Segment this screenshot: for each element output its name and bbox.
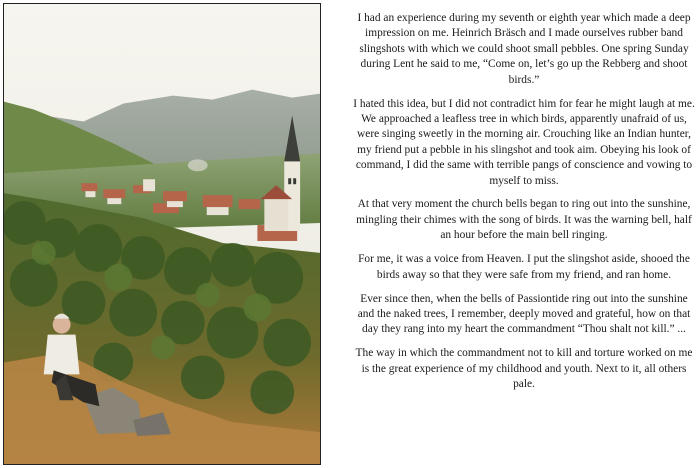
paragraph-3: At that very moment the church bells began to ring out into the sunshine, mingling their chimes with the song of birds. It was the warning bell, half an hour before the main bell ringing. [356, 198, 692, 242]
paragraph-6: The way in which the commandment not to kill and torture worked on me is the great experience of my childhood and youth. Next to it, all others pale. [355, 347, 693, 391]
memoir-text [352, 11, 696, 401]
paragraph-5: Ever since then, when the bells of Passiontide ring out into the sunshine and the naked trees, I remember, deeply moved and grateful, how on that day they rang into my heart the commandment “Thou shalt not kill.” ... [357, 292, 691, 336]
village-photo [3, 3, 321, 465]
paragraph-4: For me, it was a voice from Heaven. I put the slingshot aside, shooed the birds away so that they were safe from my friend, and ran home. [358, 253, 690, 281]
village-landscape-image [4, 4, 320, 464]
paragraph-2: I hated this idea, but I did not contradict him for fear he might laugh at me. We approached a leafless tree in which birds, apparently unafraid of us, were singing sweetly in the morning air. Crouching like an Indian hunter, my friend put a pebble in his slingshot and took aim. Obeying his look of command, I did the same with terrible pangs of conscience and vowing to myself to miss. [353, 97, 695, 187]
paragraph-1: I had an experience during my seventh or eighth year which made a deep impression on me. Heinrich Bräsch and I made ourselves rubber band slingshots with which we could shoot small pebbles. One spring Sunday during Lent he said to me, “Come on, let’s go up the Rebberg and shoot birds.” [357, 12, 691, 86]
